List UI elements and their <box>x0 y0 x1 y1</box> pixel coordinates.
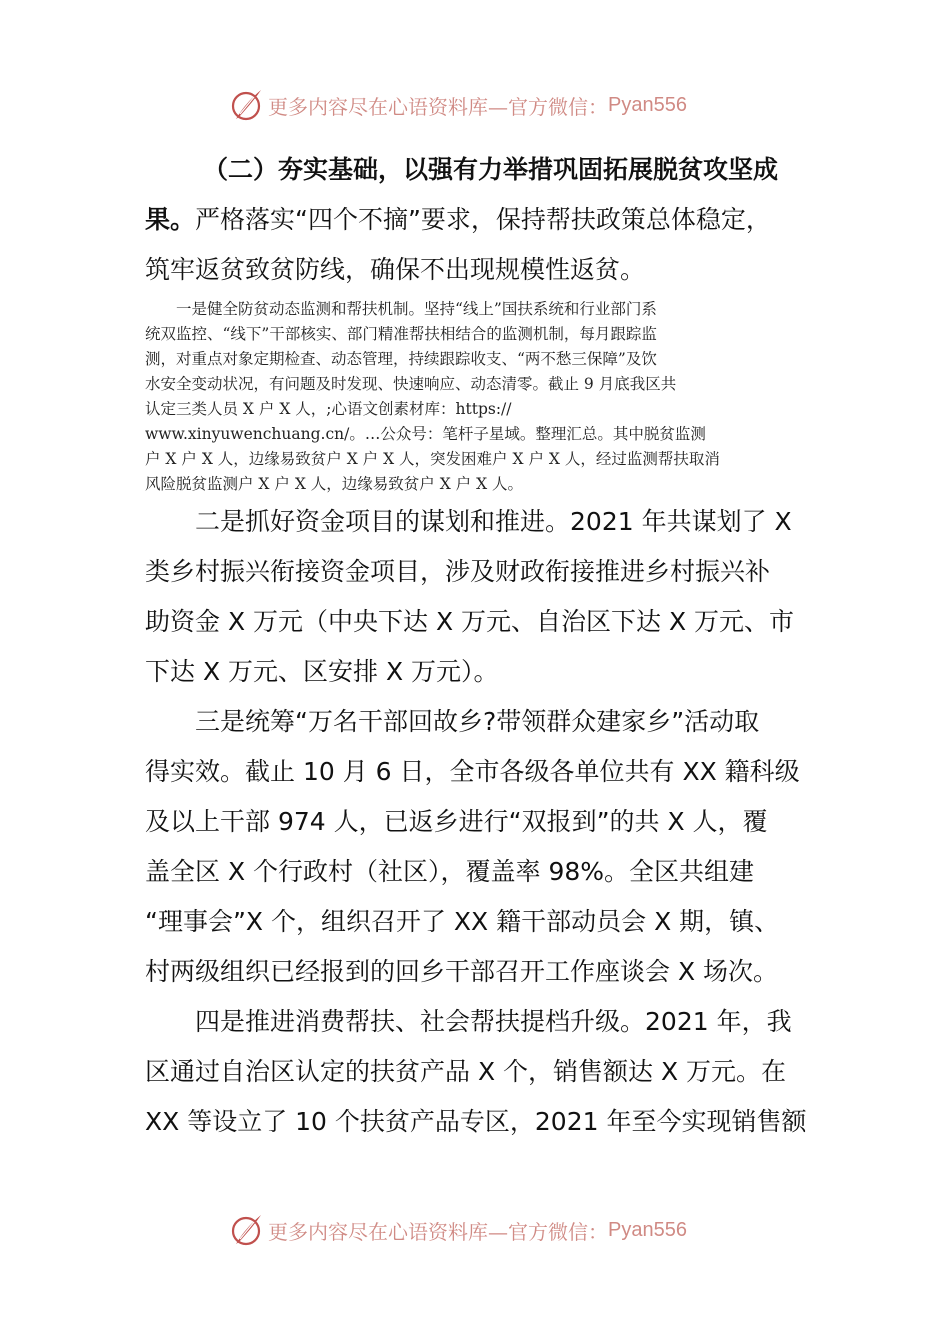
body-line: 二是抓好资金项目的谋划和推进。2021 年共谋划了 X <box>145 507 792 536</box>
section-heading-line-2 <box>145 195 771 245</box>
banner-wechat-id: Pyan556 <box>608 93 687 116</box>
small-line: 风险脱贫监测户 X 户 X 人，边缘易致贫户 X 户 X 人。 <box>145 475 524 493</box>
heading-bold-suffix: 果。 <box>145 205 196 234</box>
banner-text: 更多内容尽在心语资料库—官方微信： <box>268 1219 608 1244</box>
small-line: 一是健全防贫动态监测和帮扶机制。坚持“线上”国扶系统和行业部门系 <box>145 300 657 318</box>
body-line: “理事会”X 个，组织召开了 XX 籍干部动员会 X 期，镇、 <box>145 907 780 936</box>
body-line: 三是统筹“万名干部回故乡?带领群众建家乡”活动取 <box>145 707 760 736</box>
small-line: 统双监控、“线下”干部核实、部门精准帮扶相结合的监测机制，每月跟踪监 <box>145 325 657 343</box>
body-line: 区通过自治区认定的扶贫产品 X 个，销售额达 X 万元。在 <box>145 1057 787 1086</box>
body-line: 助资金 X 万元（中央下达 X 万元、自治区下达 X 万元、市 <box>145 607 795 636</box>
section-heading-line-1: （二）夯实基础，以强有力举措巩固拓展脱贫攻坚成 <box>203 155 779 184</box>
body-line: 类乡村振兴衔接资金项目，涉及财政衔接推进乡村振兴补 <box>145 557 771 586</box>
small-line: www.xinyuwenchuang.cn/。…公众号：笔杆子星域。整理汇总。其中脱贫监测 <box>145 425 706 443</box>
body-line: XX 等设立了 10 个扶贫产品专区，2021 年至今实现销售额 <box>145 1107 807 1136</box>
body-line: 下达 X 万元、区安排 X 万元）。 <box>145 657 499 686</box>
body-line: 村两级组织已经报到的回乡干部召开工作座谈会 X 场次。 <box>145 957 779 986</box>
quill-logo-icon <box>228 87 264 123</box>
heading-line-2-text: 严格落实“四个不摘”要求，保持帮扶政策总体稳定， <box>195 205 771 234</box>
banner-wechat-id: Pyan556 <box>608 1218 687 1241</box>
body-line: 及以上干部 974 人，已返乡进行“双报到”的共 X 人，覆 <box>145 807 768 836</box>
footer-watermark-banner <box>228 1209 728 1251</box>
body-line: 得实效。截止 10 月 6 日，全市各级各单位共有 XX 籍科级 <box>145 757 800 786</box>
small-line: 测，对重点对象定期检查、动态管理，持续跟踪收支、“两不愁三保障”及饮 <box>145 350 657 368</box>
quill-logo-icon <box>228 1212 264 1248</box>
small-line: 水安全变动状况，有问题及时发现、快速响应、动态清零。截止 9 月底我区共 <box>145 375 677 393</box>
small-line: 认定三类人员 X 户 X 人，;心语文创素材库：https:// <box>145 400 512 418</box>
header-watermark-banner <box>228 84 728 126</box>
body-line: 盖全区 X 个行政村（社区），覆盖率 98%。全区共组建 <box>145 857 755 886</box>
small-line: 户 X 户 X 人，边缘易致贫户 X 户 X 人，突发困难户 X 户 X 人，经过监测帮扶取消 <box>145 450 720 468</box>
banner-text: 更多内容尽在心语资料库—官方微信： <box>268 94 608 119</box>
body-line: 四是推进消费帮扶、社会帮扶提档升级。2021 年，我 <box>145 1007 792 1036</box>
section-heading-line-3: 筑牢返贫致贫防线，确保不出现规模性返贫。 <box>145 255 646 284</box>
